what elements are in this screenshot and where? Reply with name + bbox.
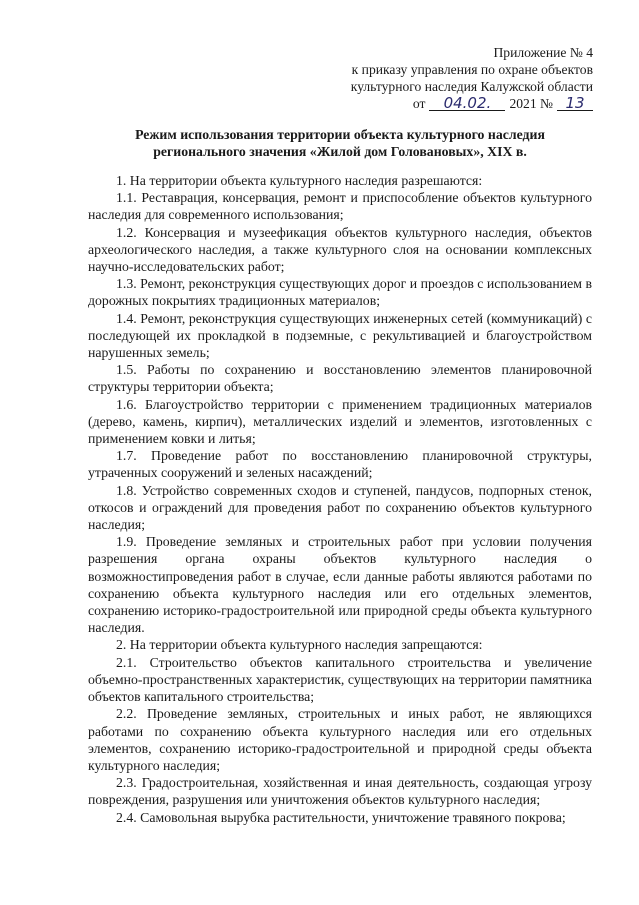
paragraph-1-2: 1.2. Консервация и музеефикация объектов культурного наследия, объектов археологического наследия, а также культурного слоя на основании комплексных научно-исследовательских работ; (88, 224, 592, 275)
handwritten-order-number: 13 (557, 96, 593, 111)
paragraph-1-1: 1.1. Реставрация, консервация, ремонт и приспособление объектов культурного наследия для современного использования; (88, 190, 592, 223)
paragraph-2-4: 2.4. Самовольная вырубка растительности, уничтожение травяного покрова; (116, 809, 566, 825)
paragraph-1-8: 1.8. Устройство современных сходов и ступеней, пандусов, подпорных стенок, откосов и ограждений для проведения работ по сохранению объектов культурного наследия; (88, 482, 592, 533)
paragraph-1-9: 1.9. Проведение земляных и строительных работ при условии получения разрешения органа охраны объектов культурного наследия о возможностипроведения работ в случае, если данные работы являются работами по сохранению объекта культурного наследия или его отдельных элементов, сохранению историко-градостроительной или природной среды объекта культурного наследия. (88, 534, 592, 636)
order-date-line (293, 95, 593, 112)
handwritten-date: 04.02. (429, 96, 505, 111)
document-title (90, 126, 590, 160)
paragraph-2-2: 2.2. Проведение земляных, строительных и иных работ, не являющихся работами по сохранению объекта культурного наследия или его отдельных элементов, сохранению историко-градостроительной и природной среды объекта культурного наследия; (88, 706, 592, 773)
paragraph-2-3: 2.3. Градостроительная, хозяйственная и иная деятельность, создающая угрозу повреждения, разрушения или уничтожения объектов культурного наследия; (88, 775, 592, 808)
paragraph-1-6: 1.6. Благоустройство территории с применением традиционных материалов (дерево, камень, кирпич), металлических изделий и элементов, изготовленных с применением ковки и литья; (88, 396, 592, 447)
paragraph-2-1: 2.1. Строительство объектов капитального строительства и увеличение объемно-пространственных характеристик, существующих на территории памятника объектов капитального строительства; (88, 654, 592, 705)
appendix-header (293, 44, 593, 112)
order-authority: культурного наследия Калужской области (350, 79, 593, 94)
paragraph-1: 1. На территории объекта культурного наследия разрешаются: (116, 173, 483, 188)
paragraph-2: 2. На территории объекта культурного наследия запрещаются: (116, 637, 483, 653)
document-body (88, 172, 592, 826)
paragraph-1-5: 1.5. Работы по сохранению и восстановлению элементов планировочной структуры территории объекта; (88, 362, 592, 395)
appendix-number: Приложение № 4 (493, 45, 593, 60)
paragraph-1-3: 1.3. Ремонт, реконструкция существующих дорог и проездов с использованием в дорожных покрытиях традиционных материалов; (88, 276, 592, 309)
paragraph-1-7: 1.7. Проведение работ по восстановлению планировочной структуры, утраченных сооружений и зеленых насаждений; (88, 448, 592, 481)
order-reference: к приказу управления по охране объектов (351, 62, 593, 77)
paragraph-1-4: 1.4. Ремонт, реконструкция существующих инженерных сетей (коммуникаций) с последующей их прокладкой в подземные, с рекультивацией и благоустройством нарушенных земель; (88, 310, 592, 361)
title-line-1: Режим использования территории объекта культурного наследия (135, 127, 545, 142)
title-line-2: регионального значения «Жилой дом Головановых», XIX в. (153, 144, 527, 159)
date-prefix: от (412, 96, 426, 111)
year-and-number-label: 2021 № (509, 96, 553, 111)
